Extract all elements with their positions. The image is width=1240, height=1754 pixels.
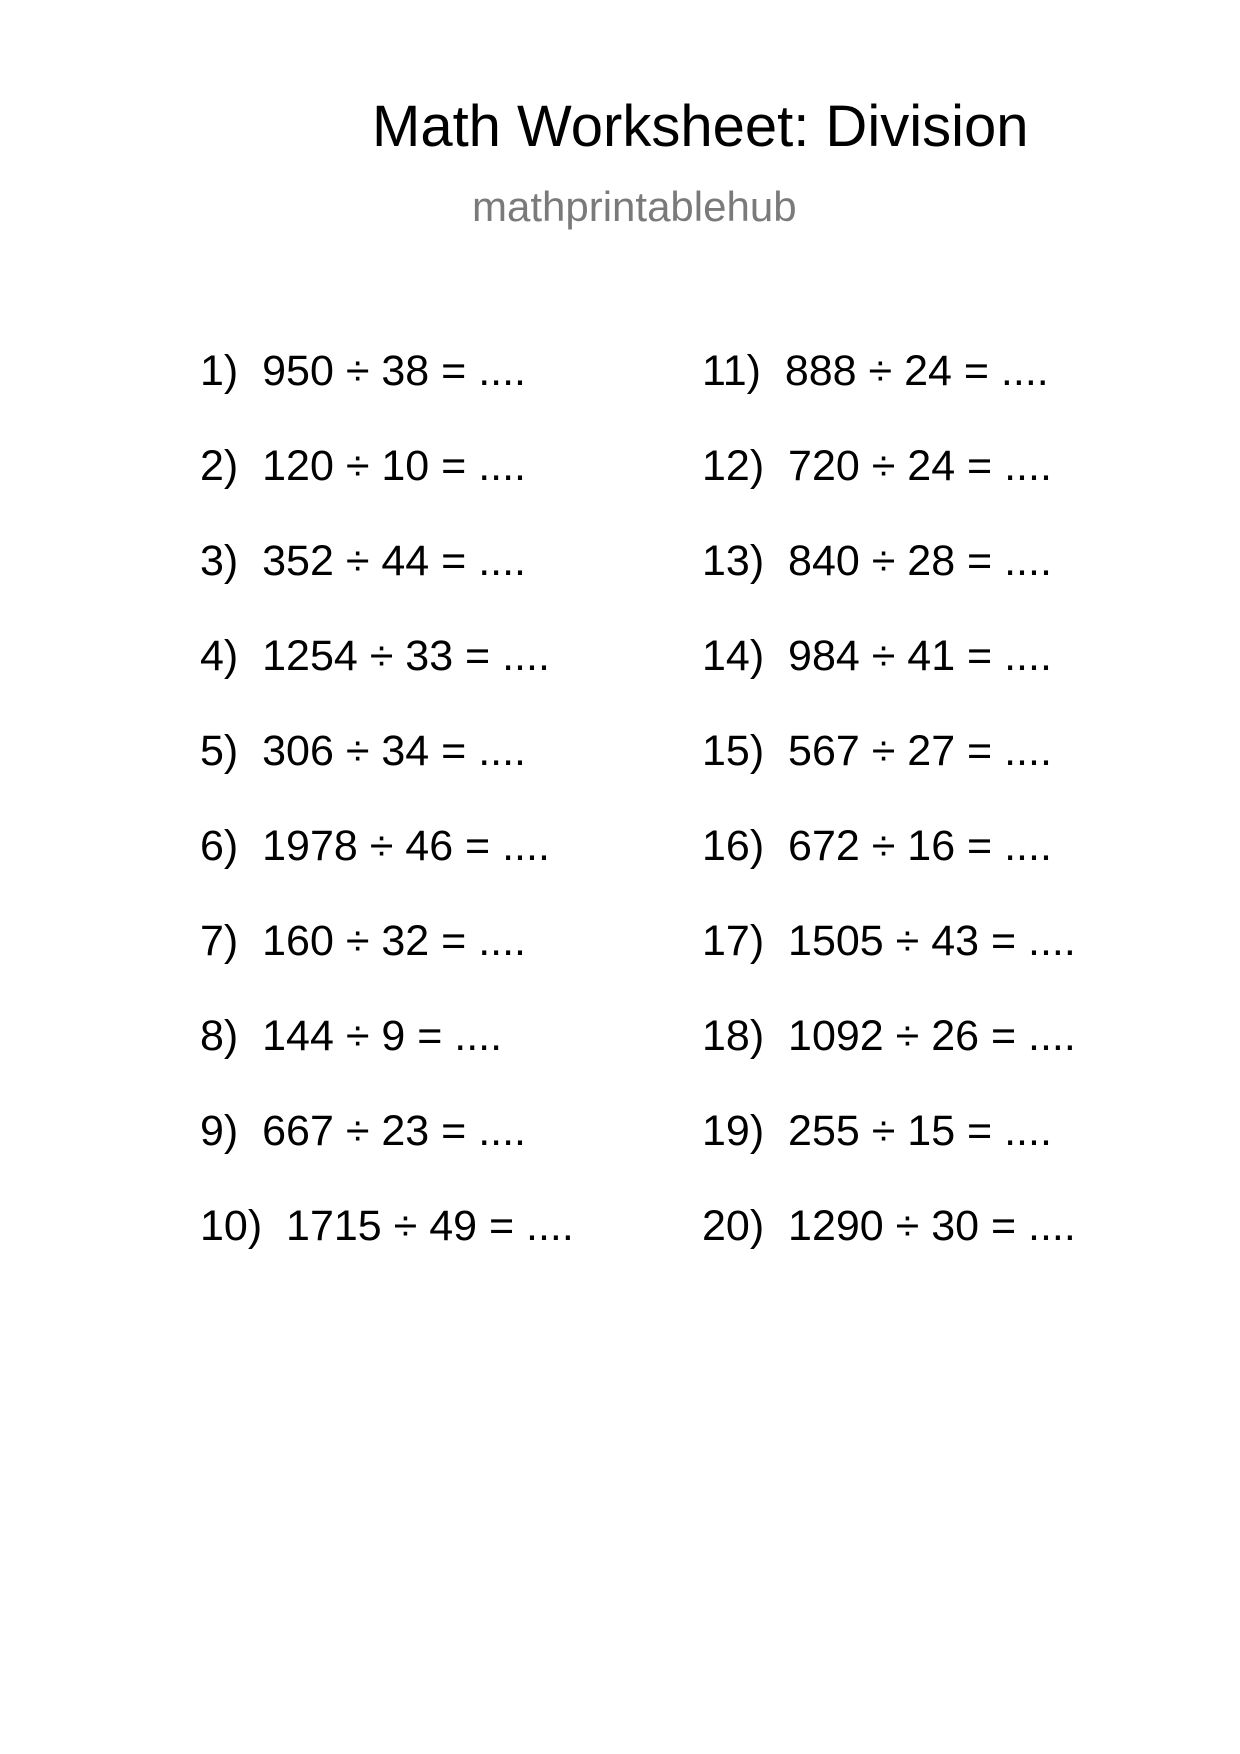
- problem-9: 9) 667 ÷ 23 = ....: [200, 1107, 526, 1155]
- problem-column-right: [702, 347, 1076, 1300]
- problem-20: 20) 1290 ÷ 30 = ....: [702, 1202, 1076, 1250]
- problem-17: 17) 1505 ÷ 43 = ....: [702, 917, 1076, 965]
- problem-7: 7) 160 ÷ 32 = ....: [200, 917, 526, 965]
- problem-8: 8) 144 ÷ 9 = ....: [200, 1012, 503, 1060]
- problem-12: 12) 720 ÷ 24 = ....: [702, 442, 1052, 490]
- problem-11: 11) 888 ÷ 24 = ....: [702, 347, 1049, 395]
- problem-5: 5) 306 ÷ 34 = ....: [200, 727, 526, 775]
- problem-15: 15) 567 ÷ 27 = ....: [702, 727, 1052, 775]
- problem-13: 13) 840 ÷ 28 = ....: [702, 537, 1052, 585]
- worksheet-subtitle: mathprintablehub: [472, 183, 797, 230]
- problem-3: 3) 352 ÷ 44 = ....: [200, 537, 526, 585]
- problem-4: 4) 1254 ÷ 33 = ....: [200, 632, 550, 680]
- problem-10: 10) 1715 ÷ 49 = ....: [200, 1202, 574, 1250]
- problem-6: 6) 1978 ÷ 46 = ....: [200, 822, 550, 870]
- worksheet-title: Math Worksheet: Division: [372, 94, 1029, 159]
- problem-19: 19) 255 ÷ 15 = ....: [702, 1107, 1052, 1155]
- problem-column-left: [200, 347, 574, 1300]
- problem-18: 18) 1092 ÷ 26 = ....: [702, 1012, 1076, 1060]
- problem-2: 2) 120 ÷ 10 = ....: [200, 442, 526, 490]
- problem-1: 1) 950 ÷ 38 = ....: [200, 347, 526, 395]
- problem-16: 16) 672 ÷ 16 = ....: [702, 822, 1052, 870]
- problem-14: 14) 984 ÷ 41 = ....: [702, 632, 1052, 680]
